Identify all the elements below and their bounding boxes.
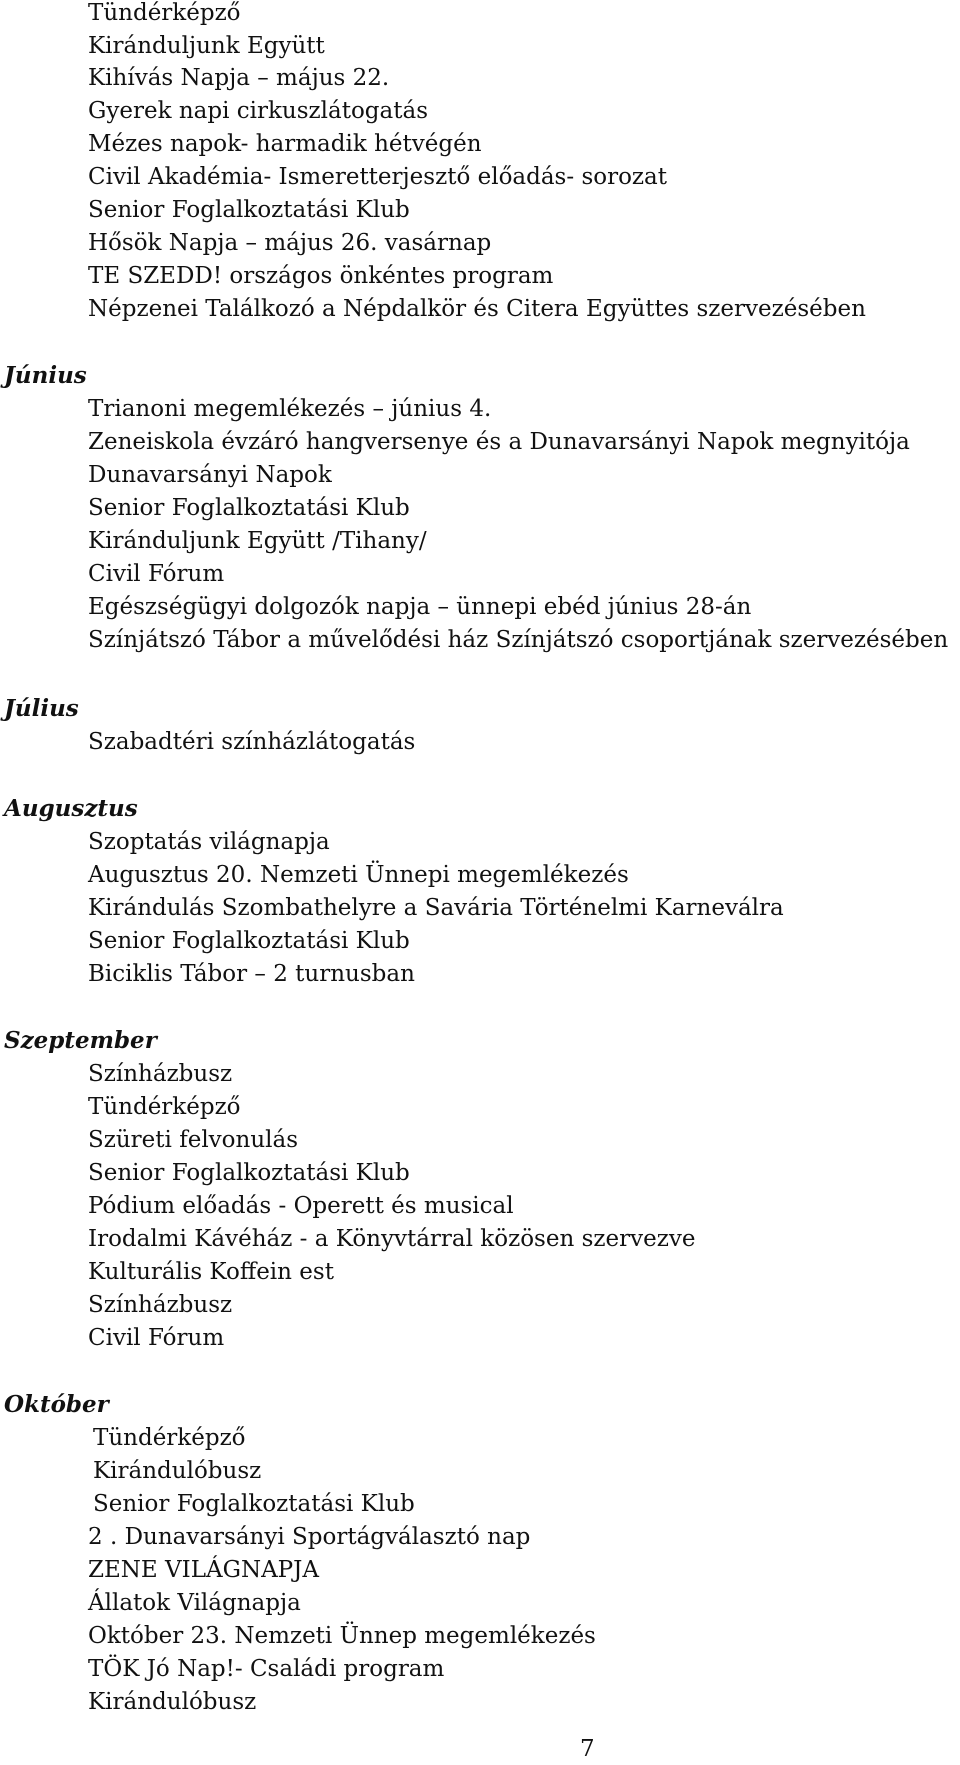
month-heading-augusztus: Augusztus	[4, 795, 138, 822]
event-item: Biciklis Tábor – 2 turnusban	[88, 961, 415, 987]
event-item: Tündérképző	[93, 1425, 246, 1451]
event-item: Irodalmi Kávéház - a Könyvtárral közösen szervezve	[88, 1226, 696, 1252]
page-number: 7	[580, 1736, 595, 1762]
event-item: Színházbusz	[88, 1292, 233, 1318]
event-item: Senior Foglalkoztatási Klub	[88, 1160, 410, 1186]
event-item: Pódium előadás - Operett és musical	[88, 1193, 514, 1219]
event-item: Mézes napok- harmadik hétvégén	[88, 131, 482, 157]
event-item: Tündérképző	[88, 0, 241, 26]
event-item: Október 23. Nemzeti Ünnep megemlékezés	[88, 1623, 596, 1649]
event-item: TE SZEDD! országos önkéntes program	[88, 263, 554, 289]
event-item: 2 . Dunavarsányi Sportágválasztó nap	[88, 1524, 531, 1550]
event-item: Senior Foglalkoztatási Klub	[88, 197, 410, 223]
event-item: Kirándulás Szombathelyre a Savária Történelmi Karneválra	[88, 895, 784, 921]
event-item: Kulturális Koffein est	[88, 1259, 334, 1285]
event-item: Zeneiskola évzáró hangversenye és a Dunavarsányi Napok megnyitója	[88, 429, 910, 455]
month-heading-szeptember: Szeptember	[4, 1027, 157, 1054]
event-item: Hősök Napja – május 26. vasárnap	[88, 230, 492, 256]
event-item: Népzenei Találkozó a Népdalkör és Citera Együttes szervezésében	[88, 296, 866, 322]
event-item: Dunavarsányi Napok	[88, 462, 332, 488]
event-item: Senior Foglalkoztatási Klub	[88, 928, 410, 954]
event-item: Szüreti felvonulás	[88, 1127, 299, 1153]
event-item: Szoptatás világnapja	[88, 829, 330, 855]
event-item: Színházbusz	[88, 1061, 233, 1087]
event-item: Kiránduljunk Együtt	[88, 33, 325, 59]
event-item: Szabadtéri színházlátogatás	[88, 729, 416, 755]
event-item: Senior Foglalkoztatási Klub	[88, 495, 410, 521]
month-heading-junius: Június	[4, 362, 87, 389]
event-item: Kiránduljunk Együtt /Tihany/	[88, 528, 427, 554]
event-item: Civil Fórum	[88, 1325, 225, 1351]
event-item: Kihívás Napja – május 22.	[88, 65, 390, 91]
event-item: Augusztus 20. Nemzeti Ünnepi megemlékezés	[88, 862, 629, 888]
event-item: Gyerek napi cirkuszlátogatás	[88, 98, 429, 124]
event-item: Állatok Világnapja	[88, 1590, 301, 1616]
event-item: Trianoni megemlékezés – június 4.	[88, 396, 492, 422]
month-heading-oktober: Október	[4, 1391, 109, 1418]
month-heading-julius: Július	[4, 695, 79, 722]
event-item: TÖK Jó Nap!- Családi program	[88, 1656, 445, 1682]
event-item: Kirándulóbusz	[88, 1689, 257, 1715]
event-item: Egészségügyi dolgozók napja – ünnepi ebéd június 28-án	[88, 594, 752, 620]
event-item: Senior Foglalkoztatási Klub	[93, 1491, 415, 1517]
event-item: Civil Fórum	[88, 561, 225, 587]
event-item: Civil Akadémia- Ismeretterjesztő előadás- sorozat	[88, 164, 668, 190]
event-item: Színjátszó Tábor a művelődési ház Színjátszó csoportjának szervezésében	[88, 627, 949, 653]
event-item: ZENE VILÁGNAPJA	[88, 1557, 319, 1583]
event-item: Kirándulóbusz	[93, 1458, 262, 1484]
event-item: Tündérképző	[88, 1094, 241, 1120]
